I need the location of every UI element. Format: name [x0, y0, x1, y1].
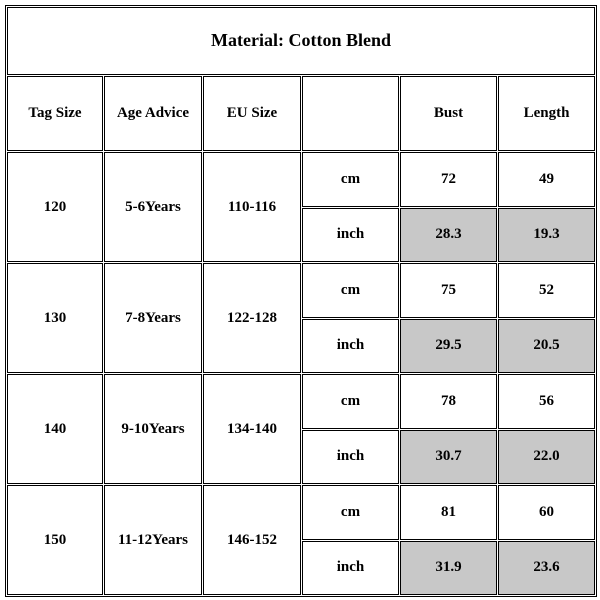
unit-cell: inch — [302, 541, 399, 596]
material-title: Material: Cotton Blend — [7, 7, 595, 75]
table-row — [7, 263, 595, 317]
bust-cell: 30.7 — [400, 430, 497, 484]
header-eu-size: EU Size — [203, 76, 301, 152]
unit-cell: cm — [302, 485, 399, 539]
unit-cell: inch — [302, 208, 399, 262]
length-cell: 19.3 — [498, 208, 595, 262]
bust-cell: 78 — [400, 374, 497, 428]
bust-cell: 29.5 — [400, 319, 497, 373]
age-advice-cell: 9-10Years — [104, 374, 202, 484]
length-cell: 52 — [498, 263, 595, 317]
size-chart-container — [5, 5, 595, 595]
bust-cell: 31.9 — [400, 541, 497, 596]
unit-cell: inch — [302, 319, 399, 373]
unit-cell: cm — [302, 374, 399, 428]
eu-size-cell: 110-116 — [203, 152, 301, 262]
tag-size-cell: 140 — [7, 374, 103, 484]
table-row — [7, 152, 595, 206]
size-chart-table — [5, 5, 597, 597]
unit-cell: cm — [302, 263, 399, 317]
length-cell: 23.6 — [498, 541, 595, 596]
bust-cell: 75 — [400, 263, 497, 317]
bust-cell: 28.3 — [400, 208, 497, 262]
unit-cell: inch — [302, 430, 399, 484]
header-bust: Bust — [400, 76, 497, 152]
age-advice-cell: 7-8Years — [104, 263, 202, 373]
tag-size-cell: 150 — [7, 485, 103, 595]
length-cell: 22.0 — [498, 430, 595, 484]
table-row — [7, 485, 595, 539]
header-tag-size: Tag Size — [7, 76, 103, 152]
length-cell: 60 — [498, 485, 595, 539]
header-row — [7, 76, 595, 152]
tag-size-cell: 120 — [7, 152, 103, 262]
bust-cell: 72 — [400, 152, 497, 206]
length-cell: 20.5 — [498, 319, 595, 373]
length-cell: 56 — [498, 374, 595, 428]
eu-size-cell: 122-128 — [203, 263, 301, 373]
header-length: Length — [498, 76, 595, 152]
header-age-advice: Age Advice — [104, 76, 202, 152]
tag-size-cell: 130 — [7, 263, 103, 373]
length-cell: 49 — [498, 152, 595, 206]
bust-cell: 81 — [400, 485, 497, 539]
unit-cell: cm — [302, 152, 399, 206]
eu-size-cell: 134-140 — [203, 374, 301, 484]
table-row — [7, 374, 595, 428]
age-advice-cell: 5-6Years — [104, 152, 202, 262]
age-advice-cell: 11-12Years — [104, 485, 202, 595]
title-row — [7, 7, 595, 75]
eu-size-cell: 146-152 — [203, 485, 301, 595]
header-unit — [302, 76, 399, 152]
